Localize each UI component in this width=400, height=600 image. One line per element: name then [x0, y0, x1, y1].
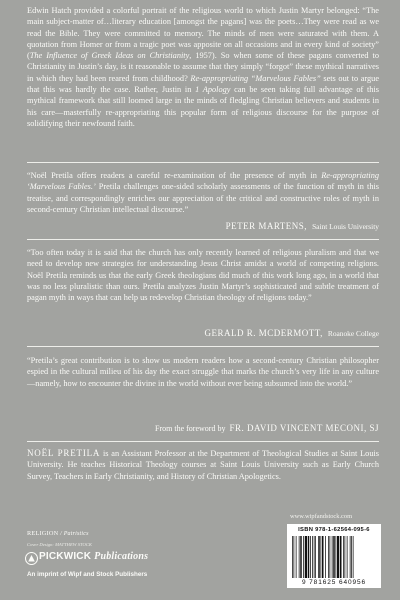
blurb-book-title: Re-appropriating “Marvelous Fables”	[190, 73, 321, 83]
barcode-bar	[312, 536, 313, 578]
endorser-name: GERALD R. MCDERMOTT,	[204, 328, 323, 338]
barcode-bar	[347, 536, 348, 578]
blurb-title-hatch: The Influence of Greek Ideas on Christianity	[29, 51, 190, 61]
barcode-bar	[330, 536, 331, 578]
endorsement-attribution	[205, 328, 379, 338]
endorsement-attribution	[226, 221, 379, 231]
barcode-bar	[337, 536, 339, 578]
barcode-bar	[353, 536, 354, 578]
divider	[27, 162, 379, 163]
publisher-name	[39, 551, 148, 562]
endorsement-text: Pretila challenges one-sided scholarly assessments of the function of myth in this treatise, and correspondingly enriches our appreciation of the critical and constructive roles of myth in second-century Christian intellectual discourse.”	[27, 182, 379, 214]
cover-design-credit: Cover Design: MATTHEW STOCK	[27, 542, 92, 547]
barcode-bar	[332, 536, 333, 578]
barcode-bar	[300, 536, 302, 578]
blurb-text-1: Edwin Hatch provided a colorful portrait of the religious world to which Justin Martyr belonged: “The main subject-matter of…literary education [amongst the pagans] was the poets…They were read as we read the Bible. They were committed to memory. The minds of men were saturated with them. A quotation from Homer or from a tragic poet was apposite on all occasions and in every kind of society” (	[27, 6, 379, 61]
barcode-bar	[333, 536, 335, 578]
publisher-name-italic: Publications	[94, 551, 149, 562]
author-name: NOËL PRETILA	[27, 448, 101, 458]
barcode-bar	[351, 536, 352, 578]
publisher-logo	[25, 549, 185, 571]
endorsement-quote	[27, 355, 379, 389]
barcode-bar	[296, 536, 297, 578]
endorsement-book-title: Re-appropriating ‘Marvelous Fables.’	[27, 171, 379, 192]
isbn-number: ISBN 978-1-62564-095-6	[298, 527, 370, 533]
endorsement-text: “Too often today it is said that the church has only recently learned of religious pluralism and that we need to develop new strategies for understanding Jesus Christ amidst a world of competing religions. Noël Pretila reminds us that the early Greek theologians did much of this work long ago, in a world that was no less pluralistic than ours. Pretila analyzes Justin Martyr’s sophisticated and subtle treatment of pagan myth in ways that can help us redevelop Christian theology of religions today.”	[27, 248, 379, 303]
barcode-bar	[325, 536, 326, 578]
barcode	[287, 524, 381, 588]
author-bio	[27, 448, 379, 482]
barcode-digits: 9 781625 640956	[301, 579, 367, 586]
barcode-bar	[350, 536, 351, 578]
endorser-affiliation: Roanoke College	[327, 329, 379, 338]
barcode-bar	[315, 536, 316, 578]
description-blurb	[27, 5, 379, 129]
divider	[27, 346, 379, 347]
endorser-affiliation: Saint Louis University	[312, 222, 379, 231]
pickwick-logo-icon	[25, 552, 38, 565]
barcode-bar	[318, 536, 320, 578]
barcode-bar	[343, 536, 344, 578]
barcode-bar	[310, 536, 311, 578]
divider	[27, 441, 379, 442]
barcode-bars	[291, 536, 377, 578]
endorsement-text: “Noël Pretila offers readers a careful re-examination of the presence of myth in	[27, 171, 322, 180]
barcode-bar	[328, 536, 329, 578]
barcode-bar	[345, 536, 346, 578]
author-bio-text: is an Assistant Professor at the Department of Theological Studies at Saint Louis University. He teaches Historical Theology courses at Saint Louis University such as Early Church Survey, Teachers in Early Christianity, and History of Christian Apologetics.	[27, 449, 380, 481]
barcode-bar	[305, 536, 307, 578]
barcode-bar	[340, 536, 342, 578]
barcode-bar	[308, 536, 310, 578]
publisher-url[interactable]: www.wipfandstock.com	[290, 513, 353, 520]
category-main: RELIGION	[27, 530, 59, 537]
blurb-text-4: can be seen taking full advantage of this mythical framework that still loomed large in the minds of fledgling Christian believers and students in his care—masterfully re-appropriating this popular form of religious discourse for the purpose of solidifying their newfound faith.	[27, 85, 379, 128]
barcode-bar	[314, 536, 315, 578]
barcode-bar	[321, 536, 322, 578]
barcode-bar	[292, 536, 293, 578]
endorsement-quote	[27, 247, 379, 303]
barcode-bar	[322, 536, 324, 578]
category-sub: / Patristics	[60, 531, 89, 537]
barcode-bar	[336, 536, 337, 578]
barcode-bar	[303, 536, 304, 578]
endorsement-quote	[27, 170, 379, 215]
blurb-text-3: sets out to argue that this was hardly the case. Rather, Justin in	[27, 73, 380, 95]
imprint-line: An imprint of Wipf and Stock Publishers	[27, 571, 148, 578]
endorser-name: PETER MARTENS,	[225, 221, 308, 231]
endorser-name: FR. DAVID VINCENT MECONI, SJ	[229, 423, 379, 433]
barcode-bar	[294, 536, 295, 578]
foreword-prefix: From the foreword by	[155, 424, 226, 433]
barcode-bar	[299, 536, 300, 578]
publisher-name-bold: PICKWICK	[39, 551, 92, 562]
blurb-text-2: , 1957). So when some of these pagans converted to Christianity in Justin’s day, is it reasonable to assume that they simply “forgot” these mythical narratives in which they had been reared from childhood?	[27, 51, 379, 83]
endorsement-attribution	[150, 423, 379, 433]
divider	[27, 239, 379, 240]
blurb-apology-title: 1 Apology	[195, 85, 231, 95]
book-category	[27, 530, 89, 537]
endorsement-text: “Pretila’s great contribution is to show us modern readers how a second-century Christian philosopher espied in the cultural milieu of his day the exact struggle that marks the church’s very life in any culture—namely, how to encounter the divine in the world without ever being subsumed into the world.”	[27, 356, 379, 388]
